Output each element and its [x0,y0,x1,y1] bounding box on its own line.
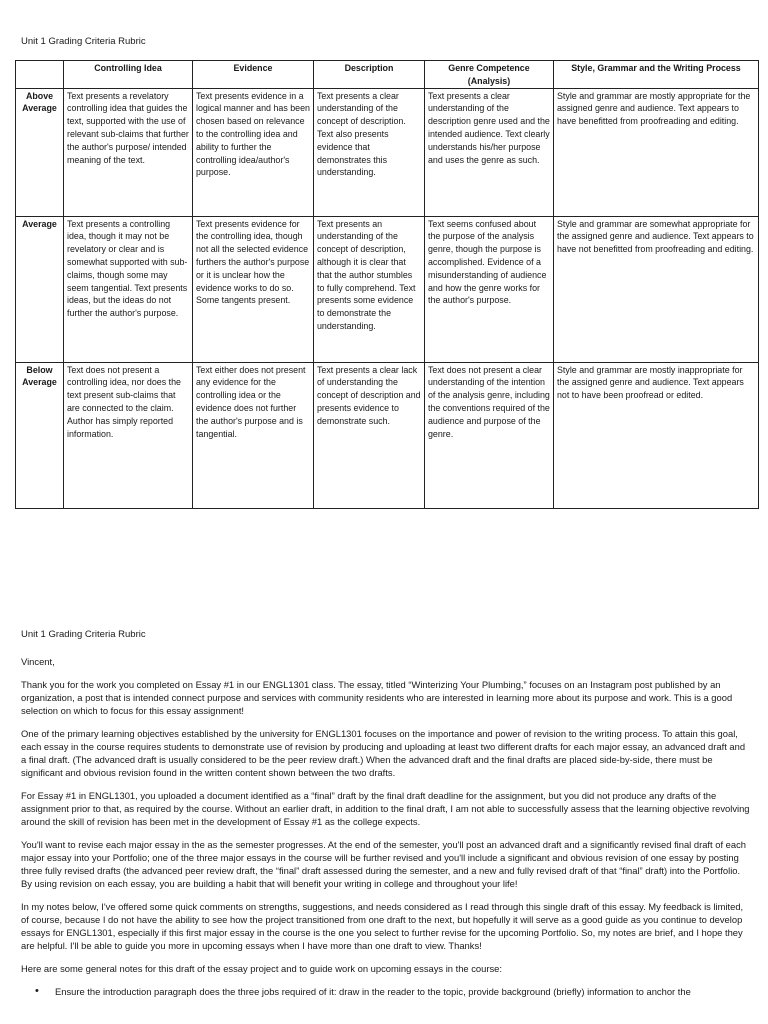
rubric-header-controlling-idea: Controlling Idea [64,61,193,89]
letter-paragraph: One of the primary learning objectives established by the university for ENGL1301 focuses on the importance and power of revision to the writing process. To attain this goal, each essay in the course requires students to demonstrate use of revision by producing and uploading at least two different drafts for each major essay, an advanced draft and a final draft. (The advanced draft is usually considered to be the peer review draft.) When the advanced draft and the final drafts are placed side-by-side, there must be significant and obvious revision found in the written content shown between the two drafts. [21,728,746,778]
letter-greeting: Vincent, [21,656,55,667]
rubric-row-above-average [16,88,759,216]
letter-paragraph: In my notes below, I've offered some quick comments on strengths, suggestions, and needs considered as I read through this single draft of this essay. My feedback is limited, of course, because I do not have the ability to see how the project transitioned from one draft to the next, but hopefully it will serve as a good guide as you continue to develop essays for ENGL1301, especially if this first major essay in the course is the one you select to further revise for the upcoming Portfolio. So, my notes are brief, and I hope they are helpful. I'll be able to guide you more in upcoming essays when I have more than one draft to view. Thanks! [21,901,744,951]
rubric-cell: Text presents a clear understanding of the description genre used and the intended audience. Text clearly understands his/her purpose and uses the genre as such. [425,88,554,216]
rubric-cell: Style and grammar are somewhat appropriate for the assigned genre and audience. Text appears to have not benefitted from proofreading and editing. [554,216,759,362]
rubric-header-row [16,61,759,89]
rubric-cell: Text presents evidence for the controlling idea, though not all the selected evidence furthers the author's purpose or it is unclear how the evidence works to do so. Some tangents present. [193,216,314,362]
letter-paragraph: Thank you for the work you completed on Essay #1 in our ENGL1301 class. The essay, titled “Winterizing Your Plumbing,” focuses on an Instagram post published by an organization, a post that is intended connect purpose and services with community residents who are interested in learning more about its purpose and work. This is a good selection on which to focus for this essay assignment! [21,679,733,716]
rubric-cell: Text either does not present any evidence for the controlling idea or the evidence does not further the author's purpose and is tangential. [193,362,314,508]
rubric-row-label: Above Average [16,88,64,216]
rubric-cell: Style and grammar are mostly appropriate for the assigned genre and audience. Text appears to have benefitted from proofreading and editing. [554,88,759,216]
rubric-header-corner [16,61,64,89]
rubric-table [15,60,759,509]
letter-paragraph: You'll want to revise each major essay in the as the semester progresses. At the end of the semester, you'll post an advanced draft and a significantly revised final draft of each major essay into your Portfolio; one of the three major essays in the course will be further revised and you'll include a significant and obvious revision of one essay by posting three fully revised drafts (the advanced peer review draft, the “final” draft assessed during the semester, and a new and fully revised draft of that “final” draft) into the Portfolio. By using revision on each essay, you are building a habit that will benefit your writing in college and throughout your life! [21,839,746,889]
rubric-cell: Text presents a clear understanding of the concept of description. Text also presents evidence that demonstrates this understanding. [314,88,425,216]
rubric-header-description: Description [314,61,425,89]
rubric-cell: Text presents a revelatory controlling idea that guides the text, supported with the use of relevant sub-claims that further the author's purpose/ intended meaning of the text. [64,88,193,216]
rubric-header-evidence: Evidence [193,61,314,89]
list-item: • Ensure the introduction paragraph does the three jobs required of it: draw in the reader to the topic, provide background (briefly) information to anchor the [21,985,751,998]
rubric-row-label: Below Average [16,362,64,508]
rubric-header-style-grammar: Style, Grammar and the Writing Process [554,61,759,89]
rubric-title: Unit 1 Grading Criteria Rubric [21,36,146,47]
rubric-cell: Text does not present a controlling idea, nor does the text present sub-claims that are connected to the claim. Author has simply reported information. [64,362,193,508]
letter-title: Unit 1 Grading Criteria Rubric [21,629,146,640]
rubric-row-below-average [16,362,759,508]
letter-paragraph: Here are some general notes for this draft of the essay project and to guide work on upcoming essays in the course: [21,963,502,974]
rubric-cell: Style and grammar are mostly inappropriate for the assigned genre and audience. Text appears not to have been proofread or edited. [554,362,759,508]
rubric-header-genre-competence: Genre Competence (Analysis) [425,61,554,89]
letter-body [21,655,751,998]
rubric-cell: Text presents an understanding of the concept of description, although it is clear that that the author stumbles to fully comprehend. Text presents some evidence to demonstrate the understanding. [314,216,425,362]
rubric-cell: Text presents a clear lack of understanding the concept of description and presents evidence to demonstrate such. [314,362,425,508]
rubric-cell: Text does not present a clear understanding of the intention of the analysis genre, including the conventions required of the audience and purpose of the genre. [425,362,554,508]
rubric-row-label: Average [16,216,64,362]
letter-paragraph: For Essay #1 in ENGL1301, you uploaded a document identified as a “final” draft by the final draft deadline for the assignment, but you did not produce any drafts of the assignment prior to that, as required by the course. Without an earlier draft, in addition to the final draft, I am not able to successfully assess that the learning objective revolving around the skill of revision has been met in the development of Essay #1 as the college expects. [21,790,750,827]
rubric-cell: Text presents evidence in a logical manner and has been chosen based on relevance to the controlling idea and ability to further the controlling idea/author's purpose. [193,88,314,216]
rubric-cell: Text seems confused about the purpose of the analysis genre, though the purpose is accomplished. Evidence of a misunderstanding of audience and how the genre works for the author's purpose. [425,216,554,362]
rubric-row-average [16,216,759,362]
rubric-cell: Text presents a controlling idea, though it may not be revelatory or clear and is somewhat supported with sub-claims, though some may seem tangential. Text presents ideas, but the ideas do not further the author's purpose. [64,216,193,362]
letter-bullet-list [21,985,751,998]
